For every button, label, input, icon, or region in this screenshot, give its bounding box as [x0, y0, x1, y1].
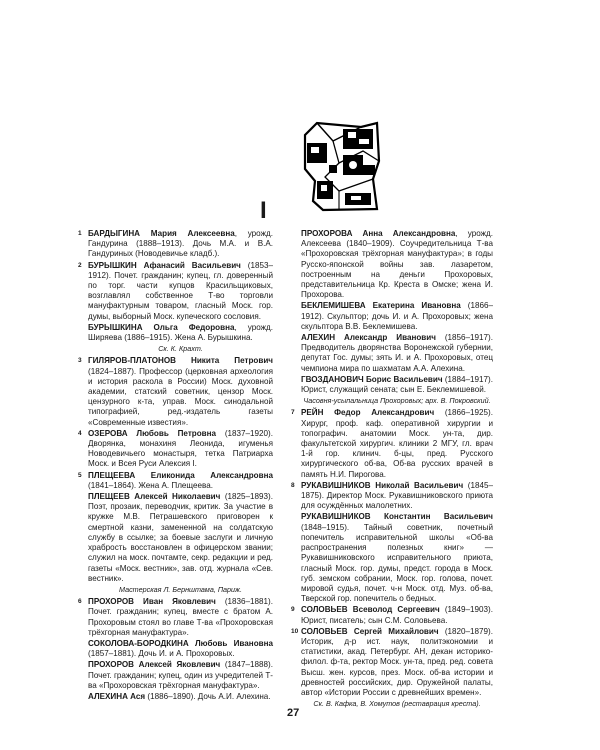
biography-text: (1853–1912). Почет. гражданин; купец, гл. доверенный по торг. части купцов Красильщиковых, возглавлял собственное Т-во торговли мануфактурным товаром, гласный Моск. гор. думы, выборный Моск. купеческого сословия. — [88, 260, 273, 321]
biography-entry — [291, 605, 493, 625]
biography-text: (1847–1888). Почет. гражданин; купец, один из учредителей Т-ва «Прохоровская трёхгорная мануфактура». — [88, 660, 274, 690]
biography-entry — [78, 261, 273, 322]
grave-number: 6 — [78, 598, 82, 606]
biography-text: (1849–1903). Юрист, писатель; сын С.М. Соловьева. — [301, 605, 493, 625]
section-numeral: I — [260, 197, 267, 224]
biography-text: (1837–1920). Дворянка, монахиня Леонида, игуменья Новодевичьего монастыря, тетка Патриарха Моск. и Всея Руси Алексия I. — [88, 428, 273, 469]
biography-text: (1841–1864). Жена А. Плещеева. — [88, 480, 213, 490]
biography-entry — [291, 512, 493, 604]
person-name: ПРОХОРОВ Алексей Яковлевич — [88, 660, 221, 670]
person-name: ПЛЕЩЕЕВ Алексей Николаевич — [88, 492, 221, 502]
biography-entry — [78, 597, 273, 638]
person-name: РУКАВИШНИКОВ Николай Васильевич — [301, 480, 464, 490]
biography-entry — [291, 301, 493, 332]
left-column — [78, 229, 273, 703]
person-name: СОЛОВЬЕВ Всеволод Сергеевич — [301, 605, 440, 615]
grave-number: 10 — [291, 627, 299, 635]
photo-credit: Часовня-усыпальница Прохоровых; арх. В. Покровский. — [303, 396, 491, 406]
biography-entry — [291, 408, 493, 479]
biography-entry — [78, 356, 273, 427]
biography-text: (1866–1925). Хирург, проф. каф. оперативной хирургии и топографич. анатомии Моск. ун-та, дир. факультетской хирургич. клиники 2 МГУ, гл. врач 1-й гор. клинич. б-цы, пред. Русского хирургического об-ва, Об-ва русских врачей в память Н.И. Пирогова. — [301, 408, 493, 479]
biography-entry — [291, 627, 493, 698]
biography-entry — [78, 229, 273, 260]
person-name: АЛЕХИН Александр Иванович — [301, 333, 436, 343]
page-number: 27 — [287, 707, 300, 719]
person-name: ПРОХОРОВ Иван Яковлевич — [88, 597, 216, 607]
grave-number: 2 — [78, 261, 82, 269]
biography-text: (1856–1917). Предводитель дворянства Воронежской губернии, депутат Гос. думы; зять И. и А. Прохоровых, отец чемпиона мира по шахматам А.А. Алехина. — [301, 333, 493, 373]
biography-text: (1886–1890). Дочь А.И. Алехина. — [145, 691, 271, 701]
person-name: АЛЕХИНА Ася — [88, 691, 146, 701]
person-name: БУРЫШКИН Афанасий Васильевич — [88, 260, 241, 270]
grave-number: 9 — [291, 606, 295, 614]
person-name: РЕЙН Федор Александрович — [301, 408, 435, 418]
biography-entry — [78, 692, 273, 702]
biography-entry — [78, 429, 273, 470]
cemetery-plan-map — [303, 121, 381, 212]
biography-text: (1866–1912). Скульптор; дочь И. и А. Прохоровых; жена скульптора В.В. Беклемишева. — [301, 301, 493, 331]
right-column — [291, 229, 493, 711]
person-name: БАРДЫГИНА Мария Алексеевна — [88, 229, 235, 238]
biography-entry — [291, 229, 493, 300]
person-name: БЕКЛЕМИШЕВА Екатерина Ивановна — [301, 301, 461, 311]
biography-text: (1820–1879). Историк, д-р ист. наук, политэкономии и статистики, акад. Петербург. АН, декан историко-филол. ф-та, ректор Моск. ун-та, пред. ред. совета Высш. жен. курсов, през. Моск. об-ва истории и древностей российских, дир. Оружейной палаты, автор «Истории России с древнейших времен». — [301, 626, 493, 697]
person-name: СОКОЛОВА-БОРОДКИНА Любовь Ивановна — [88, 638, 273, 648]
person-name: БУРЫШКИНА Ольга Федоровна — [88, 322, 235, 332]
person-name: ПЛЕЩЕЕВА Еликонида Александровна — [88, 470, 273, 480]
person-name: РУКАВИШНИКОВ Константин Васильевич — [301, 512, 493, 522]
biography-entry — [291, 333, 493, 374]
biography-text: (1824–1887). Профессор (церковная археология и история раскола в России) Моск. духовной академии, статский советник, цензор Моск. цензурного к-та, управ. Моск. синодальной типографией, ред.-издатель газеты «Современные известия». — [88, 366, 273, 427]
biography-text: (1848–1915). Тайный советник, почетный попечитель исправительной школы «Об-ва распространения полезных книг» — Рукавишниковского исправительного приюта, гласный Моск. гор. думы, предст. города в Моск. губ. земском собрании, Моск. гор. голова, почет. мировой судья, почет. ч-н Моск. отд. Муз. об-ва, Тверской гор. попечитель о бедных. — [301, 522, 493, 604]
grave-number: 3 — [78, 357, 82, 365]
person-name: ГИЛЯРОВ-ПЛАТОНОВ Никита Петрович — [88, 356, 273, 366]
biography-text: (1825–1893). Поэт, прозаик, переводчик, критик. За участие в кружке М.В. Петрашевского приговорен к смертной казни, замененной на солдатскую службу в ссылке; за боевые заслуги и личную храбрость восстановлен в офицерском звании; служил на моск. почтамте, секр. редакции и ред. газеты «Моск. вестник», зав. отд. журнала «Сев. вестник». — [88, 492, 273, 583]
biography-entry — [78, 323, 273, 343]
biography-text: , урожд. Ширяева (1886–1915). Жена А. Бурышкина. — [88, 322, 273, 343]
grave-number: 1 — [78, 230, 82, 237]
grave-number: 4 — [78, 429, 82, 437]
person-name: ОЗЕРОВА Любовь Петровна — [88, 428, 217, 438]
biography-entry — [78, 471, 273, 491]
photo-credit: Мастерская Л. Бернштама, Париж. — [119, 584, 242, 594]
biography-entry — [291, 481, 493, 512]
person-name: ПРОХОРОВА Анна Александровна — [301, 229, 456, 238]
photo-credit: Ск. К. Крахт. — [158, 344, 203, 354]
biography-entry — [78, 492, 273, 584]
biography-entry — [78, 660, 273, 691]
grave-number: 7 — [291, 409, 295, 417]
person-name: ГВОЗДАНОВИЧ Борис Васильевич — [301, 374, 443, 384]
biography-entry — [291, 375, 493, 395]
grave-number: 5 — [78, 471, 82, 479]
biography-text: , урожд. Алексеева (1840–1909). Соучредительница Т-ва «Прохоровская трёхгорная мануфактура»; в годы Русско-японской войны зав. лазаретом, построенным на деньги Прохоровых, представительница Кр. Креста в Омске; жена И. Прохорова. — [301, 229, 493, 300]
biography-text: , урожд. Гандурина (1888–1913). Дочь М.А. и В.А. Гандуриных (Новодевичье кладб.). — [88, 229, 273, 259]
grave-number: 8 — [291, 481, 295, 489]
person-name: СОЛОВЬЕВ Сергей Михайлович — [301, 626, 439, 636]
biography-text: (1884–1917). Юрист, служащий сената; сын Е. Беклемишевой. — [301, 374, 493, 395]
biography-text: (1857–1881). Дочь И. и А. Прохоровых. — [88, 649, 235, 659]
biography-text: (1845–1875). Директор Моск. Рукавишниковского приюта для осуждённых малолетних. — [301, 480, 493, 511]
photo-credit: Ск. В. Кафка, В. Хомутов (реставрация креста). — [313, 699, 481, 709]
biography-text: (1836–1881). Почет. гражданин; купец, вместе с братом А. Прохоровым стоял во главе Т-ва «Прохоровская трёхгорная мануфактура». — [88, 597, 273, 637]
biography-entry — [78, 639, 273, 659]
